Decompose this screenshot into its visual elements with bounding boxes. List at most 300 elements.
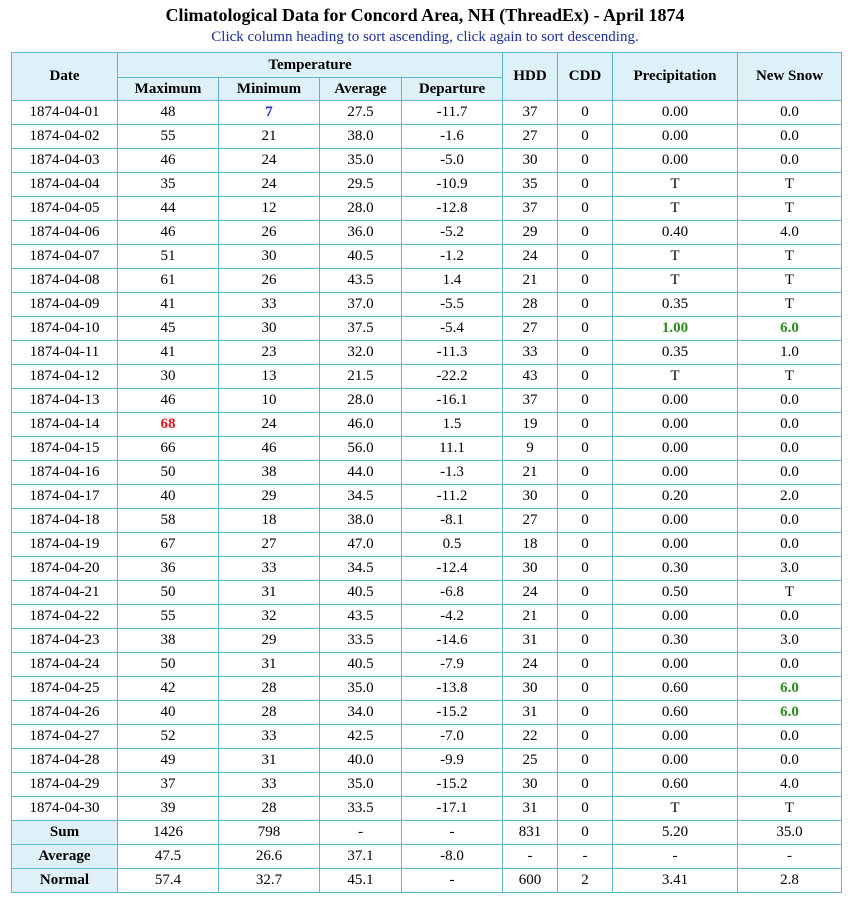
cell-cdd: 0 [558, 653, 613, 677]
cell-maximum: 44 [118, 197, 219, 221]
cell-new-snow: 0.0 [738, 437, 842, 461]
cell-date: 1874-04-21 [12, 581, 118, 605]
summary-minimum: 32.7 [219, 869, 320, 893]
cell-new-snow: 0.0 [738, 125, 842, 149]
cell-average: 47.0 [320, 533, 402, 557]
cell-maximum: 50 [118, 653, 219, 677]
cell-maximum: 52 [118, 725, 219, 749]
table-row [12, 317, 842, 341]
cell-cdd: 0 [558, 365, 613, 389]
cell-average: 34.0 [320, 701, 402, 725]
cell-minimum: 30 [219, 245, 320, 269]
cell-hdd: 27 [503, 317, 558, 341]
cell-average: 34.5 [320, 485, 402, 509]
cell-date: 1874-04-05 [12, 197, 118, 221]
header-departure[interactable]: Departure [402, 78, 503, 101]
cell-cdd: 0 [558, 149, 613, 173]
cell-average: 37.0 [320, 293, 402, 317]
cell-departure: -12.4 [402, 557, 503, 581]
sort-instructions: Click column heading to sort ascending, click again to sort descending. [211, 29, 639, 45]
cell-hdd: 21 [503, 605, 558, 629]
summary-departure: -8.0 [402, 845, 503, 869]
cell-average: 28.0 [320, 389, 402, 413]
cell-new-snow: 0.0 [738, 749, 842, 773]
cell-minimum: 38 [219, 461, 320, 485]
cell-departure: -11.2 [402, 485, 503, 509]
cell-precipitation: 0.00 [613, 149, 738, 173]
summary-maximum: 47.5 [118, 845, 219, 869]
cell-precipitation: 0.00 [613, 389, 738, 413]
cell-date: 1874-04-11 [12, 341, 118, 365]
cell-average: 35.0 [320, 773, 402, 797]
cell-new-snow: 1.0 [738, 341, 842, 365]
cell-maximum: 50 [118, 581, 219, 605]
cell-hdd: 22 [503, 725, 558, 749]
cell-maximum: 61 [118, 269, 219, 293]
cell-minimum: 31 [219, 749, 320, 773]
cell-minimum: 28 [219, 797, 320, 821]
cell-precipitation: 0.60 [613, 701, 738, 725]
cell-new-snow: 0.0 [738, 533, 842, 557]
table-row [12, 365, 842, 389]
cell-maximum: 36 [118, 557, 219, 581]
cell-minimum: 12 [219, 197, 320, 221]
cell-average: 40.5 [320, 245, 402, 269]
table-row [12, 749, 842, 773]
cell-date: 1874-04-24 [12, 653, 118, 677]
cell-hdd: 43 [503, 365, 558, 389]
cell-precipitation: 0.40 [613, 221, 738, 245]
cell-maximum: 40 [118, 701, 219, 725]
table-row [12, 341, 842, 365]
header-maximum[interactable]: Maximum [118, 78, 219, 101]
cell-departure: -1.2 [402, 245, 503, 269]
cell-new-snow: 0.0 [738, 389, 842, 413]
cell-precipitation: 0.00 [613, 605, 738, 629]
cell-departure: -11.7 [402, 101, 503, 125]
cell-new-snow: 4.0 [738, 221, 842, 245]
cell-new-snow: T [738, 797, 842, 821]
cell-hdd: 30 [503, 773, 558, 797]
cell-date: 1874-04-13 [12, 389, 118, 413]
header-precipitation[interactable]: Precipitation [613, 53, 738, 101]
cell-precipitation: 0.30 [613, 629, 738, 653]
cell-departure: -14.6 [402, 629, 503, 653]
cell-average: 32.0 [320, 341, 402, 365]
cell-minimum: 31 [219, 653, 320, 677]
cell-new-snow: T [738, 269, 842, 293]
cell-departure: -1.3 [402, 461, 503, 485]
cell-departure: -5.2 [402, 221, 503, 245]
header-average[interactable]: Average [320, 78, 402, 101]
cell-departure: -5.5 [402, 293, 503, 317]
cell-cdd: 0 [558, 605, 613, 629]
table-row [12, 725, 842, 749]
cell-minimum: 26 [219, 221, 320, 245]
cell-date: 1874-04-29 [12, 773, 118, 797]
cell-precipitation: T [613, 269, 738, 293]
summary-precipitation: - [613, 845, 738, 869]
cell-hdd: 31 [503, 701, 558, 725]
cell-departure: -7.0 [402, 725, 503, 749]
cell-minimum: 33 [219, 293, 320, 317]
cell-average: 34.5 [320, 557, 402, 581]
cell-maximum: 46 [118, 221, 219, 245]
cell-minimum: 29 [219, 485, 320, 509]
cell-minimum: 28 [219, 701, 320, 725]
cell-maximum: 68 [118, 413, 219, 437]
climate-data-table [11, 52, 842, 893]
cell-precipitation: 0.30 [613, 557, 738, 581]
cell-cdd: 0 [558, 557, 613, 581]
table-row [12, 557, 842, 581]
cell-maximum: 30 [118, 365, 219, 389]
cell-maximum: 37 [118, 773, 219, 797]
cell-departure: 1.5 [402, 413, 503, 437]
cell-precipitation: 0.60 [613, 677, 738, 701]
cell-hdd: 24 [503, 653, 558, 677]
summary-row [12, 869, 842, 893]
cell-precipitation: 0.00 [613, 749, 738, 773]
cell-average: 33.5 [320, 629, 402, 653]
cell-date: 1874-04-01 [12, 101, 118, 125]
table-row [12, 677, 842, 701]
cell-departure: -7.9 [402, 653, 503, 677]
table-row [12, 485, 842, 509]
cell-hdd: 33 [503, 341, 558, 365]
table-row [12, 605, 842, 629]
cell-minimum: 24 [219, 413, 320, 437]
cell-cdd: 0 [558, 125, 613, 149]
cell-date: 1874-04-10 [12, 317, 118, 341]
cell-average: 28.0 [320, 197, 402, 221]
cell-precipitation: 0.00 [613, 413, 738, 437]
table-row [12, 101, 842, 125]
cell-precipitation: 0.35 [613, 341, 738, 365]
cell-date: 1874-04-04 [12, 173, 118, 197]
cell-hdd: 37 [503, 197, 558, 221]
cell-new-snow: T [738, 245, 842, 269]
cell-date: 1874-04-26 [12, 701, 118, 725]
cell-minimum: 10 [219, 389, 320, 413]
cell-cdd: 0 [558, 461, 613, 485]
cell-maximum: 42 [118, 677, 219, 701]
cell-hdd: 24 [503, 581, 558, 605]
cell-precipitation: T [613, 245, 738, 269]
cell-maximum: 41 [118, 293, 219, 317]
table-row [12, 533, 842, 557]
cell-maximum: 39 [118, 797, 219, 821]
cell-hdd: 29 [503, 221, 558, 245]
summary-row [12, 845, 842, 869]
cell-average: 40.0 [320, 749, 402, 773]
cell-date: 1874-04-16 [12, 461, 118, 485]
cell-new-snow: 0.0 [738, 605, 842, 629]
summary-precipitation: 5.20 [613, 821, 738, 845]
header-date[interactable]: Date [12, 53, 118, 101]
summary-cdd: 2 [558, 869, 613, 893]
summary-precipitation: 3.41 [613, 869, 738, 893]
cell-hdd: 19 [503, 413, 558, 437]
cell-hdd: 30 [503, 485, 558, 509]
cell-minimum: 28 [219, 677, 320, 701]
cell-precipitation: 0.00 [613, 461, 738, 485]
table-summary [12, 821, 842, 893]
cell-cdd: 0 [558, 317, 613, 341]
cell-new-snow: 0.0 [738, 653, 842, 677]
table-row [12, 581, 842, 605]
table-row [12, 509, 842, 533]
cell-new-snow: T [738, 197, 842, 221]
cell-cdd: 0 [558, 389, 613, 413]
cell-date: 1874-04-18 [12, 509, 118, 533]
header-temperature: Temperature [118, 53, 503, 78]
cell-hdd: 30 [503, 149, 558, 173]
cell-date: 1874-04-08 [12, 269, 118, 293]
summary-hdd: 600 [503, 869, 558, 893]
cell-new-snow: 6.0 [738, 677, 842, 701]
cell-cdd: 0 [558, 725, 613, 749]
cell-precipitation: 0.20 [613, 485, 738, 509]
cell-minimum: 24 [219, 149, 320, 173]
cell-minimum: 29 [219, 629, 320, 653]
cell-hdd: 21 [503, 269, 558, 293]
cell-new-snow: 4.0 [738, 773, 842, 797]
cell-average: 38.0 [320, 509, 402, 533]
cell-new-snow: T [738, 581, 842, 605]
cell-average: 38.0 [320, 125, 402, 149]
cell-date: 1874-04-03 [12, 149, 118, 173]
cell-hdd: 28 [503, 293, 558, 317]
cell-precipitation: T [613, 797, 738, 821]
cell-precipitation: T [613, 197, 738, 221]
table-row [12, 269, 842, 293]
summary-hdd: 831 [503, 821, 558, 845]
cell-precipitation: 1.00 [613, 317, 738, 341]
cell-date: 1874-04-14 [12, 413, 118, 437]
cell-precipitation: 0.00 [613, 437, 738, 461]
cell-maximum: 55 [118, 125, 219, 149]
cell-precipitation: 0.00 [613, 533, 738, 557]
cell-new-snow: 3.0 [738, 629, 842, 653]
cell-new-snow: 6.0 [738, 317, 842, 341]
cell-cdd: 0 [558, 509, 613, 533]
cell-precipitation: 0.00 [613, 653, 738, 677]
cell-minimum: 31 [219, 581, 320, 605]
summary-cdd: 0 [558, 821, 613, 845]
table-row [12, 245, 842, 269]
cell-hdd: 31 [503, 629, 558, 653]
table-row [12, 293, 842, 317]
cell-hdd: 31 [503, 797, 558, 821]
cell-date: 1874-04-27 [12, 725, 118, 749]
cell-departure: -22.2 [402, 365, 503, 389]
cell-new-snow: T [738, 293, 842, 317]
cell-maximum: 67 [118, 533, 219, 557]
cell-cdd: 0 [558, 677, 613, 701]
cell-hdd: 30 [503, 677, 558, 701]
cell-departure: -8.1 [402, 509, 503, 533]
cell-average: 44.0 [320, 461, 402, 485]
cell-new-snow: 0.0 [738, 725, 842, 749]
cell-maximum: 45 [118, 317, 219, 341]
cell-departure: 11.1 [402, 437, 503, 461]
cell-date: 1874-04-30 [12, 797, 118, 821]
table-row [12, 653, 842, 677]
cell-average: 33.5 [320, 797, 402, 821]
cell-date: 1874-04-19 [12, 533, 118, 557]
cell-new-snow: 0.0 [738, 413, 842, 437]
cell-departure: -15.2 [402, 773, 503, 797]
cell-departure: 0.5 [402, 533, 503, 557]
table-row [12, 437, 842, 461]
summary-average: - [320, 821, 402, 845]
cell-maximum: 55 [118, 605, 219, 629]
cell-maximum: 41 [118, 341, 219, 365]
cell-departure: -13.8 [402, 677, 503, 701]
cell-average: 46.0 [320, 413, 402, 437]
table-row [12, 149, 842, 173]
cell-minimum: 27 [219, 533, 320, 557]
table-row [12, 197, 842, 221]
cell-date: 1874-04-28 [12, 749, 118, 773]
summary-row [12, 821, 842, 845]
cell-precipitation: T [613, 173, 738, 197]
cell-average: 43.5 [320, 605, 402, 629]
cell-precipitation: 0.00 [613, 725, 738, 749]
summary-label: Average [12, 845, 118, 869]
cell-hdd: 30 [503, 557, 558, 581]
cell-cdd: 0 [558, 701, 613, 725]
cell-date: 1874-04-23 [12, 629, 118, 653]
cell-minimum: 26 [219, 269, 320, 293]
summary-minimum: 798 [219, 821, 320, 845]
cell-new-snow: 0.0 [738, 149, 842, 173]
cell-cdd: 0 [558, 749, 613, 773]
cell-hdd: 21 [503, 461, 558, 485]
cell-average: 21.5 [320, 365, 402, 389]
cell-minimum: 18 [219, 509, 320, 533]
cell-new-snow: T [738, 173, 842, 197]
cell-minimum: 33 [219, 557, 320, 581]
cell-hdd: 37 [503, 389, 558, 413]
summary-maximum: 1426 [118, 821, 219, 845]
cell-maximum: 48 [118, 101, 219, 125]
cell-maximum: 46 [118, 149, 219, 173]
cell-departure: -9.9 [402, 749, 503, 773]
cell-minimum: 33 [219, 773, 320, 797]
cell-new-snow: 2.0 [738, 485, 842, 509]
cell-cdd: 0 [558, 173, 613, 197]
cell-average: 29.5 [320, 173, 402, 197]
cell-new-snow: 6.0 [738, 701, 842, 725]
cell-cdd: 0 [558, 581, 613, 605]
summary-new-snow: - [738, 845, 842, 869]
cell-cdd: 0 [558, 197, 613, 221]
summary-maximum: 57.4 [118, 869, 219, 893]
cell-maximum: 38 [118, 629, 219, 653]
cell-maximum: 58 [118, 509, 219, 533]
cell-departure: -16.1 [402, 389, 503, 413]
table-row [12, 629, 842, 653]
cell-date: 1874-04-20 [12, 557, 118, 581]
cell-precipitation: 0.00 [613, 101, 738, 125]
cell-precipitation: 0.50 [613, 581, 738, 605]
cell-new-snow: T [738, 365, 842, 389]
header-new-snow[interactable]: New Snow [738, 53, 842, 101]
table-row [12, 221, 842, 245]
cell-new-snow: 0.0 [738, 461, 842, 485]
cell-departure: -11.3 [402, 341, 503, 365]
page-title: Climatological Data for Concord Area, NH (ThreadEx) - April 1874 [165, 5, 685, 25]
cell-maximum: 46 [118, 389, 219, 413]
cell-date: 1874-04-06 [12, 221, 118, 245]
summary-label: Normal [12, 869, 118, 893]
cell-date: 1874-04-07 [12, 245, 118, 269]
header-minimum[interactable]: Minimum [219, 78, 320, 101]
cell-departure: -15.2 [402, 701, 503, 725]
cell-precipitation: 0.00 [613, 509, 738, 533]
cell-date: 1874-04-09 [12, 293, 118, 317]
summary-new-snow: 2.8 [738, 869, 842, 893]
cell-minimum: 7 [219, 101, 320, 125]
cell-average: 40.5 [320, 581, 402, 605]
cell-date: 1874-04-25 [12, 677, 118, 701]
cell-hdd: 27 [503, 125, 558, 149]
summary-hdd: - [503, 845, 558, 869]
cell-maximum: 51 [118, 245, 219, 269]
cell-date: 1874-04-22 [12, 605, 118, 629]
table-body [12, 101, 842, 821]
cell-departure: -6.8 [402, 581, 503, 605]
cell-minimum: 30 [219, 317, 320, 341]
cell-average: 56.0 [320, 437, 402, 461]
cell-cdd: 0 [558, 221, 613, 245]
cell-maximum: 49 [118, 749, 219, 773]
cell-cdd: 0 [558, 485, 613, 509]
cell-hdd: 37 [503, 101, 558, 125]
summary-average: 45.1 [320, 869, 402, 893]
cell-hdd: 27 [503, 509, 558, 533]
cell-maximum: 50 [118, 461, 219, 485]
cell-minimum: 13 [219, 365, 320, 389]
cell-maximum: 35 [118, 173, 219, 197]
cell-minimum: 23 [219, 341, 320, 365]
table-row [12, 389, 842, 413]
cell-departure: -4.2 [402, 605, 503, 629]
cell-departure: -17.1 [402, 797, 503, 821]
table-row [12, 461, 842, 485]
header-cdd[interactable]: CDD [558, 53, 613, 101]
cell-average: 42.5 [320, 725, 402, 749]
cell-date: 1874-04-02 [12, 125, 118, 149]
cell-average: 35.0 [320, 149, 402, 173]
cell-maximum: 66 [118, 437, 219, 461]
cell-hdd: 18 [503, 533, 558, 557]
summary-minimum: 26.6 [219, 845, 320, 869]
header-hdd[interactable]: HDD [503, 53, 558, 101]
table-row [12, 797, 842, 821]
cell-average: 36.0 [320, 221, 402, 245]
cell-cdd: 0 [558, 437, 613, 461]
cell-average: 43.5 [320, 269, 402, 293]
cell-minimum: 32 [219, 605, 320, 629]
cell-cdd: 0 [558, 773, 613, 797]
table-row [12, 701, 842, 725]
cell-precipitation: 0.00 [613, 125, 738, 149]
cell-cdd: 0 [558, 293, 613, 317]
cell-cdd: 0 [558, 269, 613, 293]
